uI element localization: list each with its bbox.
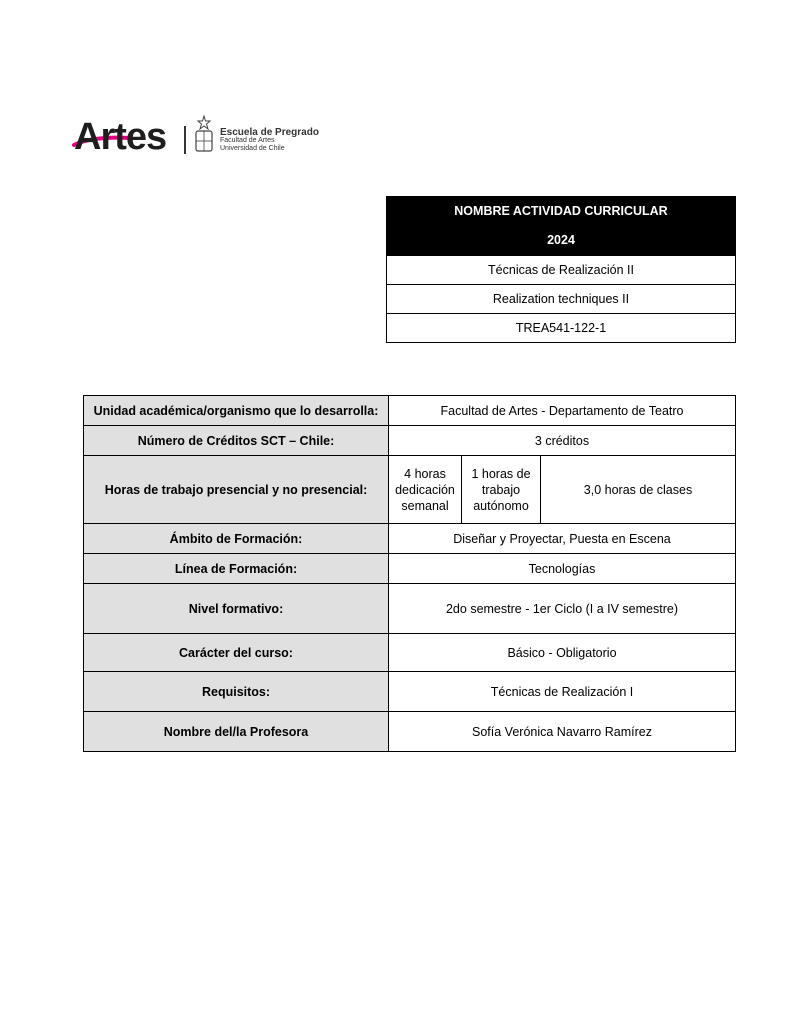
faculty-logo xyxy=(72,112,332,162)
linea-label: Línea de Formación: xyxy=(84,554,389,584)
logo-faculty: Facultad de Artes xyxy=(220,137,275,144)
ambito-value: Diseñar y Proyectar, Puesta en Escena xyxy=(389,524,736,554)
activity-year: 2024 xyxy=(547,233,575,247)
profesora-label: Nombre del/la Profesora xyxy=(84,712,389,752)
hours-label: Horas de trabajo presencial y no presencial: xyxy=(84,456,389,524)
course-title-header xyxy=(387,197,736,256)
course-name-es: Técnicas de Realización II xyxy=(387,256,736,285)
course-name-en: Realization techniques II xyxy=(387,285,736,314)
ambito-label: Ámbito de Formación: xyxy=(84,524,389,554)
caracter-label: Carácter del curso: xyxy=(84,634,389,672)
hours-autonomo: 1 horas de trabajo autónomo xyxy=(462,456,541,524)
credits-value: 3 créditos xyxy=(389,426,736,456)
logo-school: Escuela de Pregrado xyxy=(220,127,319,138)
university-seal-icon xyxy=(192,114,216,154)
logo-brand: Artes xyxy=(74,116,167,158)
linea-value: Tecnologías xyxy=(389,554,736,584)
nivel-value: 2do semestre - 1er Ciclo (I a IV semestre) xyxy=(389,584,736,634)
hours-clases: 3,0 horas de clases xyxy=(541,456,736,524)
caracter-value: Básico - Obligatorio xyxy=(389,634,736,672)
activity-title: NOMBRE ACTIVIDAD CURRICULAR xyxy=(454,204,668,218)
profesora-value: Sofía Verónica Navarro Ramírez xyxy=(389,712,736,752)
requisitos-label: Requisitos: xyxy=(84,672,389,712)
nivel-label: Nivel formativo: xyxy=(84,584,389,634)
course-code: TREA541-122-1 xyxy=(387,314,736,343)
logo-divider xyxy=(184,126,186,154)
logo-university: Universidad de Chile xyxy=(220,145,285,152)
unit-value: Facultad de Artes - Departamento de Teatro xyxy=(389,396,736,426)
hours-presencial: 4 horas dedicación semanal xyxy=(389,456,462,524)
course-title-table xyxy=(386,196,736,343)
logo-text xyxy=(220,129,319,153)
credits-label: Número de Créditos SCT – Chile: xyxy=(84,426,389,456)
course-details-table xyxy=(83,395,736,752)
requisitos-value: Técnicas de Realización I xyxy=(389,672,736,712)
unit-label: Unidad académica/organismo que lo desarrolla: xyxy=(84,396,389,426)
